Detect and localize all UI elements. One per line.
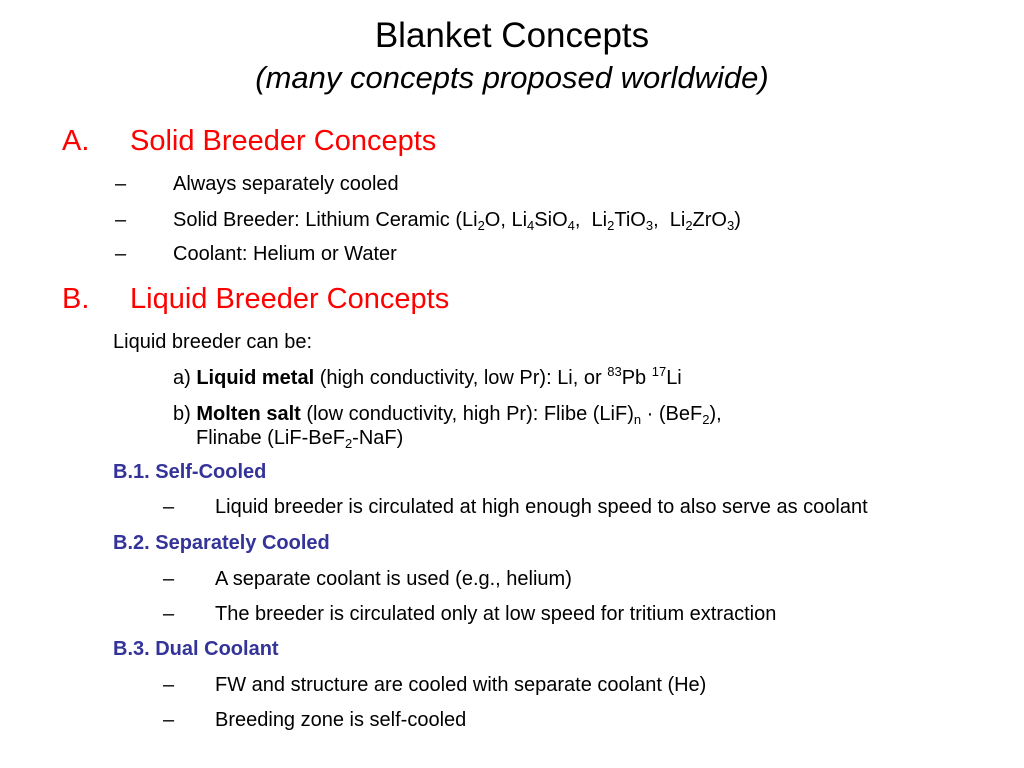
bullet-dash: – [115,173,127,195]
slide-title: Blanket Concepts [374,16,650,55]
section-b-title: Liquid Breeder Concepts [130,283,450,315]
section-a-title: Solid Breeder Concepts [130,125,437,157]
molten-salt-item-line-2: Flinabe (LiF-BeF$_2$-NaF) [196,427,404,451]
section-a-bullet-1: Always separately cooled [173,173,399,195]
subsection-b2-bullet-2: The breeder is circulated only at low speed for tritium extraction [215,603,777,625]
bullet-dash: – [163,496,175,518]
subsection-b2-bullet-1: A separate coolant is used (e.g., helium) [215,568,572,590]
section-a-bullet-2: Solid Breeder: Lithium Ceramic ($Li_2O$, $Li_4SiO_4$, $Li_2TiO_3$, $Li_2ZrO_3$) [173,209,741,233]
bullet-dash: – [115,243,127,265]
molten-salt-item: b) Molten salt (low conductivity, high Pr): Flibe $(LiF)_n \cdot (BeF_2)$, [173,403,722,427]
section-b-letter: B. [62,283,90,315]
bullet-dash: – [163,674,175,696]
bullet-dash: – [115,209,127,231]
subsection-b3-bullet-1: FW and structure are cooled with separate coolant (He) [215,674,707,696]
slide-subtitle: (many concepts proposed worldwide) [255,60,769,95]
section-a-letter: A. [62,125,90,157]
liquid-metal-item: a) Liquid metal (high conductivity, low Pr): Li, or $^{83}$Pb $^{17}$Li [173,364,682,389]
subsection-b1-heading: B.1. Self-Cooled [113,461,267,483]
bullet-dash: – [163,568,175,590]
bullet-dash: – [163,603,175,625]
subsection-b3-heading: B.3. Dual Coolant [113,638,279,660]
subsection-b2-heading: B.2. Separately Cooled [113,532,330,554]
section-a-bullet-3: Coolant: Helium or Water [173,243,397,265]
subsection-b1-bullet: Liquid breeder is circulated at high enough speed to also serve as coolant [215,496,868,518]
subsection-b3-bullet-2: Breeding zone is self-cooled [215,709,467,731]
section-b-intro: Liquid breeder can be: [113,331,313,353]
bullet-dash: – [163,709,175,731]
